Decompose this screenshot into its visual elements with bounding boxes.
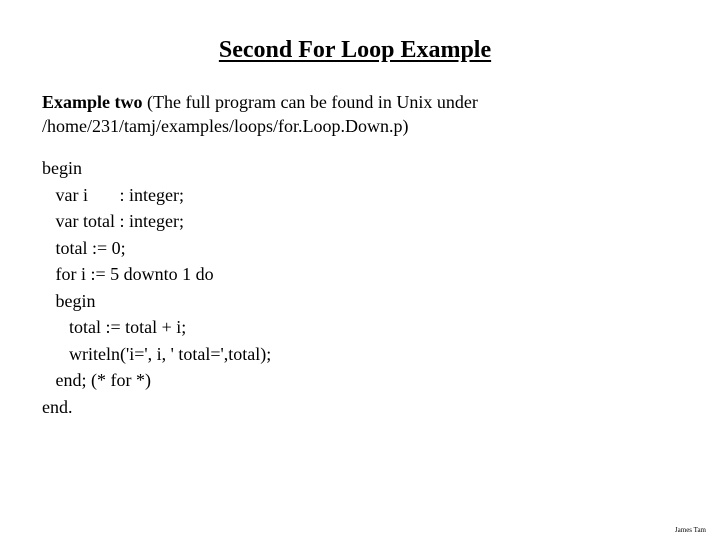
code-line: for i := 5 downto 1 do <box>42 264 214 284</box>
code-line: var total : integer; <box>42 211 184 231</box>
program-path: /home/231/tamj/examples/loops/for.Loop.Down.p) <box>42 116 409 136</box>
slide-title: Second For Loop Example <box>218 37 492 63</box>
intro-description: (The full program can be found in Unix under <box>142 92 478 112</box>
code-block <box>42 155 271 420</box>
code-line: begin <box>42 158 82 178</box>
intro-text <box>42 90 682 138</box>
code-line: writeln('i=', i, ' total=',total); <box>42 343 272 364</box>
code-line: total := total + i; <box>42 317 187 337</box>
example-label: Example two <box>42 92 143 112</box>
code-line: begin <box>42 290 96 311</box>
author-footer: James Tam <box>674 526 706 534</box>
code-line: var i : integer; <box>42 184 184 205</box>
code-line: end; (* for *) <box>42 370 151 390</box>
code-line: end. <box>42 396 73 417</box>
code-line: total := 0; <box>42 237 126 258</box>
